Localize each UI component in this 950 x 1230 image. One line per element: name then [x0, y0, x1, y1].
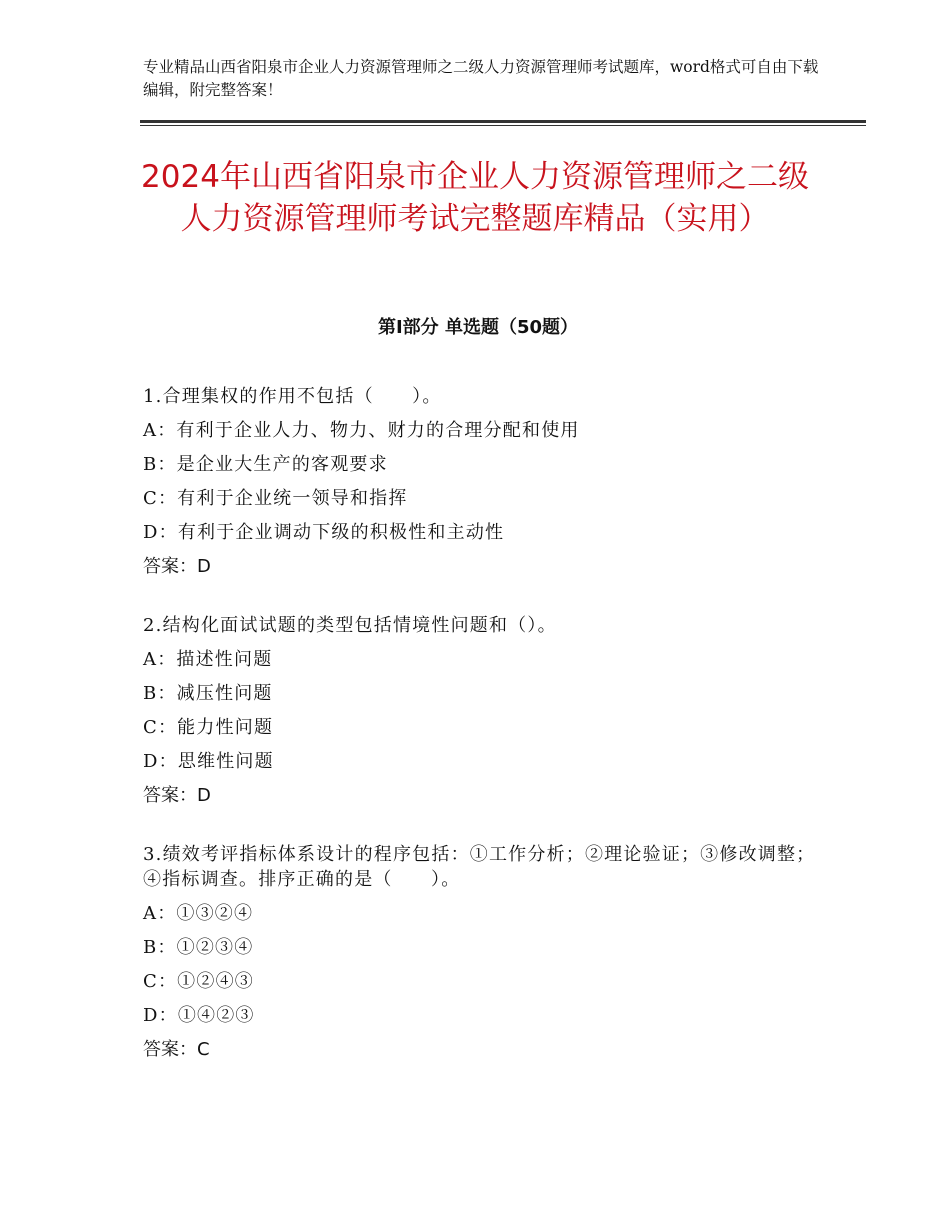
answer: 答案：C: [143, 1039, 210, 1060]
question-2: [143, 613, 823, 808]
header-rule-thick: [140, 120, 866, 123]
document-title: 2024年山西省阳泉市企业人力资源管理师之二级人力资源管理师考试完整题库精品（实用）: [141, 159, 809, 237]
question-1: [143, 384, 823, 579]
option-b: B：减压性问题: [143, 683, 273, 704]
option-a: A：描述性问题: [143, 649, 273, 670]
section-title: 第Ⅰ部分 单选题（50题）: [377, 317, 578, 338]
answer: 答案：D: [143, 785, 211, 806]
question-stem: 3.绩效考评指标体系设计的程序包括：①工作分析；②理论验证；③修改调整；④指标调查。排序正确的是（ ）。: [143, 844, 816, 890]
option-a: A：有利于企业人力、物力、财力的合理分配和使用: [143, 420, 580, 441]
option-b: B：是企业大生产的客观要求: [143, 454, 388, 475]
option-d: D：①④②③: [143, 1005, 255, 1026]
answer: 答案：D: [143, 556, 211, 577]
question-list: [143, 384, 823, 1096]
question-stem: 2.结构化面试试题的类型包括情境性问题和（）。: [143, 615, 557, 636]
option-c: C：①②④③: [143, 971, 254, 992]
option-b: B：①②③④: [143, 937, 254, 958]
option-a: A：①③②④: [143, 903, 254, 924]
question-3: [143, 842, 823, 1062]
option-d: D：有利于企业调动下级的积极性和主动性: [143, 522, 505, 543]
option-c: C：能力性问题: [143, 717, 274, 738]
option-c: C：有利于企业统一领导和指挥: [143, 488, 408, 509]
question-stem: 1.合理集权的作用不包括（ ）。: [143, 386, 442, 407]
header-note: 专业精品山西省阳泉市企业人力资源管理师之二级人力资源管理师考试题库，word格式可自由下载编辑，附完整答案！: [143, 58, 819, 99]
header-rule-thin: [140, 125, 866, 126]
option-d: D：思维性问题: [143, 751, 274, 772]
